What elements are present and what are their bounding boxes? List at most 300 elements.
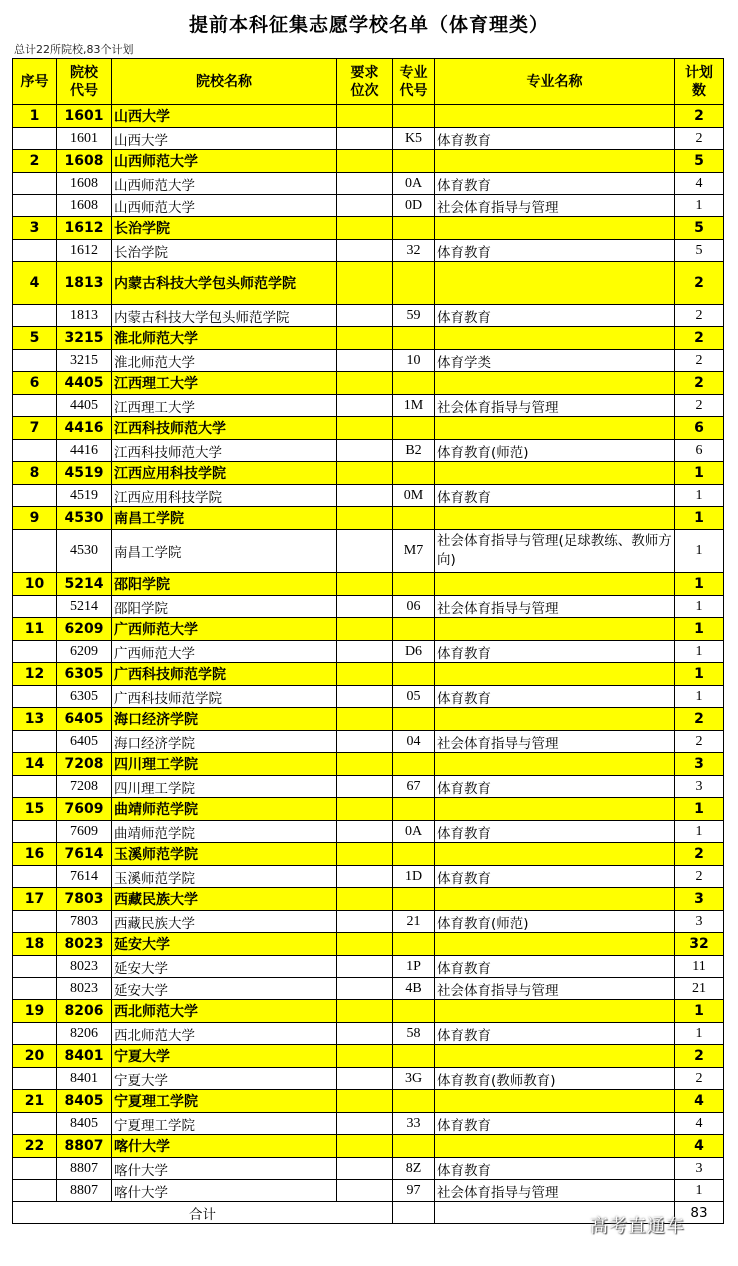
- seq-cell: [13, 911, 57, 933]
- major-name-cell: [435, 372, 675, 395]
- major-row: [13, 978, 724, 1000]
- school-code-cell: 4405: [57, 372, 112, 395]
- school-code-cell: 1601: [57, 105, 112, 128]
- seq-cell: [13, 440, 57, 462]
- school-code-cell: 7609: [57, 798, 112, 821]
- school-name-cell: 喀什大学: [112, 1135, 337, 1158]
- seq-cell: 8: [13, 462, 57, 485]
- rank-cell: [337, 195, 393, 217]
- major-code-cell: 32: [393, 240, 435, 262]
- seq-cell: [13, 485, 57, 507]
- school-name-cell: 西藏民族大学: [112, 911, 337, 933]
- seq-cell: [13, 686, 57, 708]
- header-school-name: 院校名称: [112, 59, 337, 105]
- school-row: [13, 1090, 724, 1113]
- major-name-cell: [435, 663, 675, 686]
- plan-cell: 2: [675, 708, 724, 731]
- school-name-cell: 江西科技师范大学: [112, 440, 337, 462]
- major-row: [13, 240, 724, 262]
- plan-cell: 32: [675, 933, 724, 956]
- major-code-cell: 21: [393, 911, 435, 933]
- plan-cell: 2: [675, 305, 724, 327]
- major-name-cell: 体育教育: [435, 956, 675, 978]
- rank-cell: [337, 417, 393, 440]
- major-name-cell: [435, 150, 675, 173]
- rank-cell: [337, 462, 393, 485]
- major-code-cell: [393, 1135, 435, 1158]
- school-name-cell: 海口经济学院: [112, 708, 337, 731]
- major-code-cell: [393, 798, 435, 821]
- page-title: 提前本科征集志愿学校名单（体育理类）: [188, 14, 549, 36]
- major-row: [13, 596, 724, 618]
- major-code-cell: 4B: [393, 978, 435, 1000]
- major-name-cell: 社会体育指导与管理: [435, 195, 675, 217]
- school-code-cell: 8807: [57, 1158, 112, 1180]
- seq-cell: [13, 1113, 57, 1135]
- major-code-cell: [393, 618, 435, 641]
- major-code-cell: [393, 262, 435, 305]
- major-name-cell: [435, 933, 675, 956]
- school-row: [13, 462, 724, 485]
- header-major-code: 专业代号: [393, 59, 435, 105]
- major-row: [13, 776, 724, 798]
- major-code-cell: [393, 843, 435, 866]
- seq-cell: [13, 596, 57, 618]
- major-code-cell: 04: [393, 731, 435, 753]
- major-name-cell: [435, 462, 675, 485]
- header-plan: 计划数: [675, 59, 724, 105]
- school-name-cell: 玉溪师范学院: [112, 843, 337, 866]
- major-code-cell: [393, 888, 435, 911]
- major-name-cell: 社会体育指导与管理: [435, 395, 675, 417]
- major-row: [13, 1113, 724, 1135]
- major-row: [13, 956, 724, 978]
- seq-cell: 5: [13, 327, 57, 350]
- rank-cell: [337, 573, 393, 596]
- seq-cell: 20: [13, 1045, 57, 1068]
- rank-cell: [337, 262, 393, 305]
- schools-table: [12, 58, 724, 1224]
- plan-cell: 1: [675, 821, 724, 843]
- major-name-cell: [435, 507, 675, 530]
- plan-cell: 1: [675, 1023, 724, 1045]
- school-code-cell: 3215: [57, 327, 112, 350]
- total-empty-1: [393, 1202, 435, 1224]
- plan-cell: 1: [675, 530, 724, 573]
- seq-cell: 6: [13, 372, 57, 395]
- rank-cell: [337, 866, 393, 888]
- rank-cell: [337, 798, 393, 821]
- major-name-cell: [435, 1000, 675, 1023]
- seq-cell: 22: [13, 1135, 57, 1158]
- school-code-cell: 6209: [57, 618, 112, 641]
- plan-cell: 4: [675, 1090, 724, 1113]
- school-name-cell: 山西师范大学: [112, 195, 337, 217]
- plan-cell: 2: [675, 866, 724, 888]
- school-code-cell: 5214: [57, 573, 112, 596]
- major-code-cell: [393, 372, 435, 395]
- major-code-cell: 3G: [393, 1068, 435, 1090]
- plan-cell: 3: [675, 1158, 724, 1180]
- major-name-cell: 体育教育: [435, 776, 675, 798]
- school-name-cell: 喀什大学: [112, 1158, 337, 1180]
- major-name-cell: [435, 708, 675, 731]
- plan-cell: 2: [675, 327, 724, 350]
- major-name-cell: [435, 262, 675, 305]
- header-school-code: 院校代号: [57, 59, 112, 105]
- school-row: [13, 618, 724, 641]
- school-row: [13, 708, 724, 731]
- school-name-cell: 延安大学: [112, 956, 337, 978]
- school-name-cell: 宁夏大学: [112, 1045, 337, 1068]
- major-name-cell: 体育教育(师范): [435, 440, 675, 462]
- rank-cell: [337, 641, 393, 663]
- major-row: [13, 440, 724, 462]
- rank-cell: [337, 1180, 393, 1202]
- school-name-cell: 宁夏大学: [112, 1068, 337, 1090]
- school-row: [13, 798, 724, 821]
- school-code-cell: 6405: [57, 708, 112, 731]
- school-row: [13, 1000, 724, 1023]
- plan-cell: 4: [675, 1135, 724, 1158]
- seq-cell: [13, 173, 57, 195]
- major-code-cell: 10: [393, 350, 435, 372]
- major-name-cell: [435, 1045, 675, 1068]
- plan-cell: 2: [675, 128, 724, 150]
- seq-cell: [13, 128, 57, 150]
- school-name-cell: 曲靖师范学院: [112, 821, 337, 843]
- major-name-cell: [435, 888, 675, 911]
- school-code-cell: 1612: [57, 217, 112, 240]
- rank-cell: [337, 350, 393, 372]
- plan-cell: 2: [675, 843, 724, 866]
- rank-cell: [337, 150, 393, 173]
- major-code-cell: [393, 1000, 435, 1023]
- major-code-cell: [393, 217, 435, 240]
- school-code-cell: 8023: [57, 933, 112, 956]
- school-name-cell: 广西师范大学: [112, 641, 337, 663]
- rank-cell: [337, 618, 393, 641]
- rank-cell: [337, 173, 393, 195]
- school-name-cell: 四川理工学院: [112, 776, 337, 798]
- plan-cell: 5: [675, 217, 724, 240]
- major-row: [13, 686, 724, 708]
- major-code-cell: [393, 105, 435, 128]
- school-row: [13, 843, 724, 866]
- school-name-cell: 江西理工大学: [112, 372, 337, 395]
- seq-cell: 7: [13, 417, 57, 440]
- major-code-cell: [393, 417, 435, 440]
- rank-cell: [337, 530, 393, 573]
- seq-cell: 19: [13, 1000, 57, 1023]
- school-row: [13, 507, 724, 530]
- rank-cell: [337, 686, 393, 708]
- seq-cell: 13: [13, 708, 57, 731]
- seq-cell: [13, 821, 57, 843]
- seq-cell: [13, 195, 57, 217]
- rank-cell: [337, 1135, 393, 1158]
- school-name-cell: 山西大学: [112, 128, 337, 150]
- major-row: [13, 821, 724, 843]
- rank-cell: [337, 507, 393, 530]
- seq-cell: 12: [13, 663, 57, 686]
- school-code-cell: 7609: [57, 821, 112, 843]
- major-code-cell: [393, 327, 435, 350]
- header-rank: 要求位次: [337, 59, 393, 105]
- plan-cell: 11: [675, 956, 724, 978]
- school-row: [13, 933, 724, 956]
- rank-cell: [337, 663, 393, 686]
- seq-cell: [13, 1023, 57, 1045]
- school-row: [13, 150, 724, 173]
- major-name-cell: 体育教育: [435, 866, 675, 888]
- plan-cell: 1: [675, 485, 724, 507]
- major-row: [13, 911, 724, 933]
- rank-cell: [337, 708, 393, 731]
- rank-cell: [337, 217, 393, 240]
- school-row: [13, 262, 724, 305]
- plan-cell: 1: [675, 462, 724, 485]
- major-name-cell: [435, 843, 675, 866]
- major-name-cell: 体育教育(教师教育): [435, 1068, 675, 1090]
- table-header-row: [13, 59, 724, 105]
- school-code-cell: 4405: [57, 395, 112, 417]
- plan-cell: 1: [675, 195, 724, 217]
- seq-cell: [13, 866, 57, 888]
- seq-cell: 2: [13, 150, 57, 173]
- school-code-cell: 5214: [57, 596, 112, 618]
- major-name-cell: 体育教育: [435, 128, 675, 150]
- major-name-cell: 体育教育: [435, 173, 675, 195]
- school-code-cell: 7614: [57, 866, 112, 888]
- school-row: [13, 888, 724, 911]
- school-code-cell: 1813: [57, 262, 112, 305]
- major-row: [13, 530, 724, 573]
- plan-cell: 3: [675, 776, 724, 798]
- plan-cell: 4: [675, 1113, 724, 1135]
- school-name-cell: 宁夏理工学院: [112, 1113, 337, 1135]
- major-name-cell: 体育教育: [435, 1023, 675, 1045]
- plan-cell: 2: [675, 372, 724, 395]
- major-code-cell: 67: [393, 776, 435, 798]
- major-row: [13, 350, 724, 372]
- school-code-cell: 4530: [57, 507, 112, 530]
- table-body: [13, 105, 724, 1202]
- rank-cell: [337, 105, 393, 128]
- major-name-cell: [435, 105, 675, 128]
- school-name-cell: 山西师范大学: [112, 150, 337, 173]
- rank-cell: [337, 305, 393, 327]
- plan-cell: 2: [675, 350, 724, 372]
- school-row: [13, 372, 724, 395]
- major-name-cell: 体育教育: [435, 240, 675, 262]
- major-name-cell: 体育教育: [435, 821, 675, 843]
- major-code-cell: 8Z: [393, 1158, 435, 1180]
- seq-cell: 3: [13, 217, 57, 240]
- major-code-cell: 1D: [393, 866, 435, 888]
- rank-cell: [337, 1090, 393, 1113]
- school-code-cell: 6305: [57, 686, 112, 708]
- school-code-cell: 1608: [57, 150, 112, 173]
- major-name-cell: 社会体育指导与管理: [435, 978, 675, 1000]
- major-code-cell: [393, 933, 435, 956]
- school-name-cell: 淮北师范大学: [112, 327, 337, 350]
- seq-cell: 10: [13, 573, 57, 596]
- major-name-cell: 体育教育(师范): [435, 911, 675, 933]
- major-name-cell: [435, 798, 675, 821]
- major-row: [13, 173, 724, 195]
- major-row: [13, 305, 724, 327]
- school-code-cell: 4416: [57, 440, 112, 462]
- major-code-cell: [393, 663, 435, 686]
- major-code-cell: M7: [393, 530, 435, 573]
- major-code-cell: 58: [393, 1023, 435, 1045]
- plan-cell: 2: [675, 731, 724, 753]
- major-row: [13, 731, 724, 753]
- total-label: 合计: [13, 1202, 393, 1224]
- major-code-cell: K5: [393, 128, 435, 150]
- school-name-cell: 西北师范大学: [112, 1023, 337, 1045]
- school-name-cell: 山西大学: [112, 105, 337, 128]
- seq-cell: 4: [13, 262, 57, 305]
- rank-cell: [337, 1068, 393, 1090]
- school-name-cell: 南昌工学院: [112, 530, 337, 573]
- school-name-cell: 淮北师范大学: [112, 350, 337, 372]
- major-code-cell: B2: [393, 440, 435, 462]
- seq-cell: 18: [13, 933, 57, 956]
- school-name-cell: 长治学院: [112, 240, 337, 262]
- school-code-cell: 8206: [57, 1023, 112, 1045]
- major-name-cell: [435, 217, 675, 240]
- rank-cell: [337, 440, 393, 462]
- seq-cell: 17: [13, 888, 57, 911]
- rank-cell: [337, 978, 393, 1000]
- school-row: [13, 1045, 724, 1068]
- major-code-cell: [393, 573, 435, 596]
- major-name-cell: [435, 1090, 675, 1113]
- major-code-cell: 0A: [393, 173, 435, 195]
- seq-cell: [13, 395, 57, 417]
- school-code-cell: 8807: [57, 1135, 112, 1158]
- school-row: [13, 327, 724, 350]
- major-code-cell: 0D: [393, 195, 435, 217]
- major-name-cell: [435, 417, 675, 440]
- major-name-cell: [435, 1135, 675, 1158]
- rank-cell: [337, 596, 393, 618]
- plan-cell: 3: [675, 911, 724, 933]
- plan-cell: 1: [675, 507, 724, 530]
- rank-cell: [337, 1023, 393, 1045]
- school-code-cell: 1813: [57, 305, 112, 327]
- school-name-cell: 海口经济学院: [112, 731, 337, 753]
- major-name-cell: 社会体育指导与管理: [435, 1180, 675, 1202]
- plan-cell: 1: [675, 1180, 724, 1202]
- school-code-cell: 7208: [57, 753, 112, 776]
- school-row: [13, 573, 724, 596]
- major-name-cell: [435, 753, 675, 776]
- major-row: [13, 866, 724, 888]
- major-code-cell: 06: [393, 596, 435, 618]
- school-row: [13, 105, 724, 128]
- school-code-cell: 7614: [57, 843, 112, 866]
- school-code-cell: 1601: [57, 128, 112, 150]
- major-name-cell: 体育学类: [435, 350, 675, 372]
- plan-cell: 4: [675, 173, 724, 195]
- school-name-cell: 内蒙古科技大学包头师范学院: [112, 305, 337, 327]
- major-name-cell: [435, 573, 675, 596]
- major-code-cell: [393, 1090, 435, 1113]
- header-seq: 序号: [13, 59, 57, 105]
- plan-cell: 2: [675, 1045, 724, 1068]
- plan-cell: 5: [675, 150, 724, 173]
- school-name-cell: 西藏民族大学: [112, 888, 337, 911]
- school-code-cell: 8206: [57, 1000, 112, 1023]
- plan-cell: 1: [675, 641, 724, 663]
- rank-cell: [337, 911, 393, 933]
- seq-cell: 15: [13, 798, 57, 821]
- plan-cell: 1: [675, 596, 724, 618]
- seq-cell: 11: [13, 618, 57, 641]
- header-major-name: 专业名称: [435, 59, 675, 105]
- major-row: [13, 195, 724, 217]
- seq-cell: 1: [13, 105, 57, 128]
- rank-cell: [337, 821, 393, 843]
- major-code-cell: 1M: [393, 395, 435, 417]
- major-code-cell: [393, 1045, 435, 1068]
- seq-cell: [13, 1180, 57, 1202]
- major-code-cell: 0M: [393, 485, 435, 507]
- plan-cell: 1: [675, 663, 724, 686]
- plan-cell: 2: [675, 262, 724, 305]
- school-code-cell: 4416: [57, 417, 112, 440]
- plan-cell: 2: [675, 395, 724, 417]
- plan-cell: 21: [675, 978, 724, 1000]
- major-name-cell: 体育教育: [435, 485, 675, 507]
- school-name-cell: 延安大学: [112, 978, 337, 1000]
- rank-cell: [337, 485, 393, 507]
- school-name-cell: 四川理工学院: [112, 753, 337, 776]
- school-name-cell: 南昌工学院: [112, 507, 337, 530]
- major-row: [13, 395, 724, 417]
- rank-cell: [337, 1113, 393, 1135]
- plan-cell: 2: [675, 105, 724, 128]
- school-code-cell: 4530: [57, 530, 112, 573]
- major-name-cell: 社会体育指导与管理: [435, 731, 675, 753]
- seq-cell: [13, 1068, 57, 1090]
- major-name-cell: [435, 618, 675, 641]
- major-name-cell: 体育教育: [435, 1158, 675, 1180]
- seq-cell: [13, 305, 57, 327]
- total-plan: 83: [675, 1202, 724, 1224]
- seq-cell: [13, 350, 57, 372]
- plan-cell: 5: [675, 240, 724, 262]
- school-name-cell: 江西科技师范大学: [112, 417, 337, 440]
- plan-cell: 1: [675, 573, 724, 596]
- school-code-cell: 7803: [57, 888, 112, 911]
- plan-cell: 1: [675, 798, 724, 821]
- rank-cell: [337, 240, 393, 262]
- school-name-cell: 玉溪师范学院: [112, 866, 337, 888]
- seq-cell: 16: [13, 843, 57, 866]
- major-name-cell: 体育教育: [435, 686, 675, 708]
- school-code-cell: 4519: [57, 485, 112, 507]
- rank-cell: [337, 956, 393, 978]
- school-name-cell: 邵阳学院: [112, 573, 337, 596]
- school-code-cell: 8401: [57, 1068, 112, 1090]
- school-code-cell: 8405: [57, 1090, 112, 1113]
- school-name-cell: 内蒙古科技大学包头师范学院: [112, 262, 337, 305]
- school-code-cell: 4519: [57, 462, 112, 485]
